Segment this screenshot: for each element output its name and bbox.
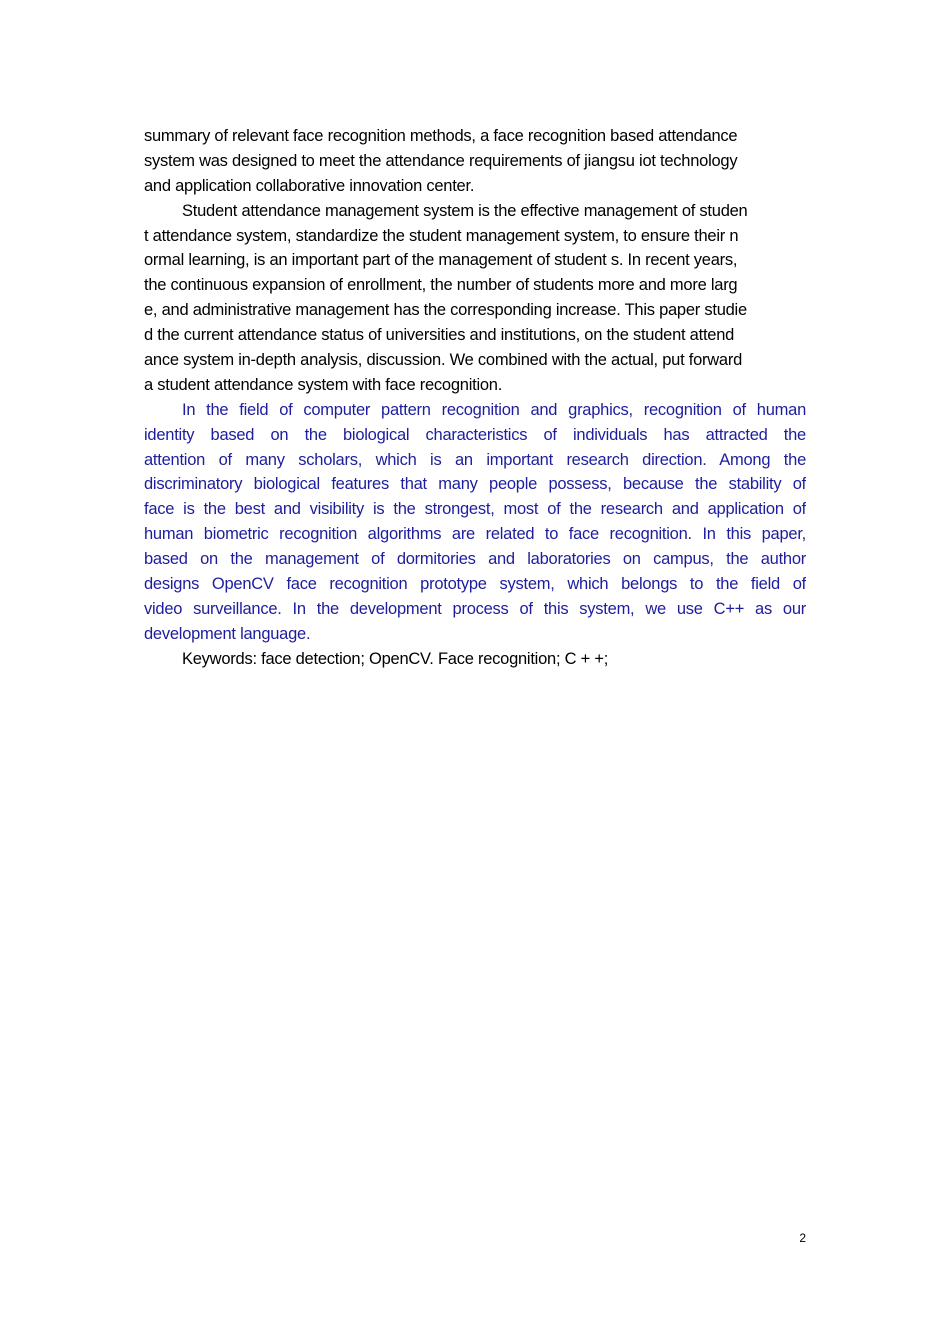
text-line: the continuous expansion of enrollment, the number of students more and more larg [144,276,738,295]
text-line: a student attendance system with face recognition. [144,375,503,394]
text-line: designs OpenCV face recognition prototype system, which belongs to the field of [144,575,806,594]
text-line: based on the management of dormitories and laboratories on campus, the author [144,550,806,569]
document-body [144,124,806,672]
text-line: In the field of computer pattern recognition and graphics, recognition of human [182,400,806,419]
text-line: t attendance system, standardize the student management system, to ensure their n [144,226,739,245]
text-line: system was designed to meet the attendance requirements of jiangsu iot technology [144,151,738,170]
text-line: ance system in-depth analysis, discussion. We combined with the actual, put forward [144,351,742,370]
keywords-paragraph [144,647,806,672]
text-line: face is the best and visibility is the strongest, most of the research and application of [144,500,806,519]
text-line: and application collaborative innovation center. [144,176,475,195]
text-line: discriminatory biological features that many people possess, because the stability of [144,475,806,494]
page-number: 2 [799,1231,806,1245]
text-line: identity based on the biological characteristics of individuals has attracted the [144,425,806,444]
text-line: development language. [144,624,311,643]
text-line: attention of many scholars, which is an important research direction. Among the [144,450,806,469]
text-line: summary of relevant face recognition methods, a face recognition based attendance [144,127,738,145]
text-line: Student attendance management system is the effective management of studen [182,201,748,220]
paragraph-face-recognition-highlighted [144,398,806,647]
text-line: video surveillance. In the development process of this system, we use C++ as our [144,599,806,618]
paragraph-summary [144,124,806,199]
text-line: e, and administrative management has the corresponding increase. This paper studie [144,301,747,320]
text-line: ormal learning, is an important part of the management of student s. In recent years, [144,251,738,270]
paragraph-attendance-system [144,199,806,398]
text-line: d the current attendance status of universities and institutions, on the student attend [144,326,735,345]
text-line: human biometric recognition algorithms are related to face recognition. In this paper, [144,525,806,544]
keywords-line: Keywords: face detection; OpenCV. Face recognition; C + +; [182,649,609,668]
